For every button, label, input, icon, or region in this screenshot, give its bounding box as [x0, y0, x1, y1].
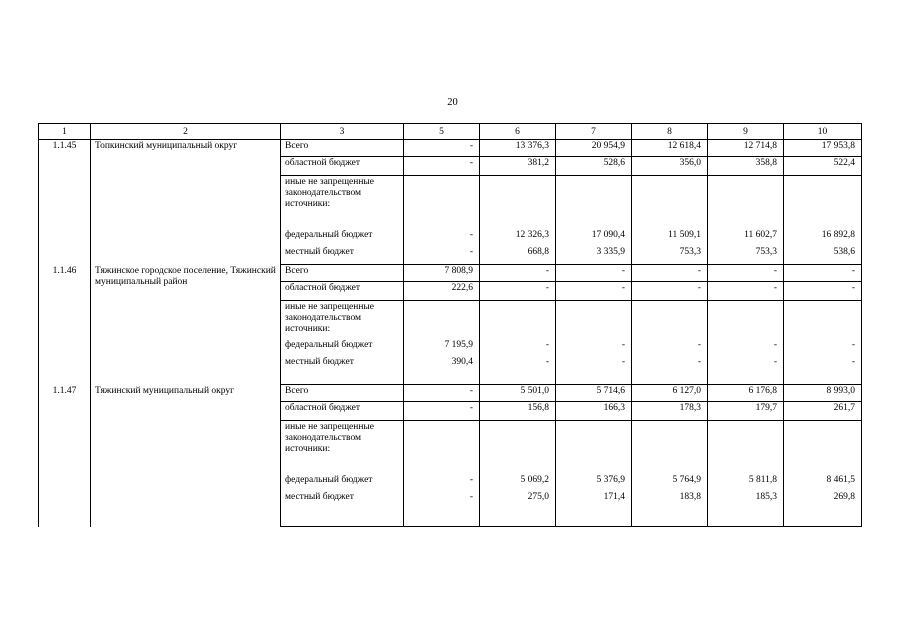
value-cell: 6 127,0 [632, 385, 708, 402]
value-cell: 358,8 [708, 157, 784, 176]
funding-source: Всего [281, 140, 404, 157]
value-cell: 11 509,1 [632, 229, 708, 246]
value-cell: 16 892,8 [784, 229, 862, 246]
value-cell: 3 335,9 [556, 246, 632, 265]
funding-source: местный бюджет [281, 491, 404, 527]
value-cell: 5 376,9 [556, 474, 632, 491]
value-cell: - [404, 474, 480, 491]
value-cell: 381,2 [480, 157, 556, 176]
value-cell: - [404, 229, 480, 246]
column-header: 6 [480, 124, 556, 140]
value-cell: 753,3 [632, 246, 708, 265]
budget-table [38, 123, 862, 527]
column-header: 1 [39, 124, 91, 140]
funding-source: иные не запрещенные законодательством источники: [281, 176, 404, 229]
column-header: 7 [556, 124, 632, 140]
value-cell: 20 954,9 [556, 140, 632, 157]
value-cell [556, 421, 632, 474]
municipality-name: Тяжинское городское поселение, Тяжинский муниципальный район [91, 265, 281, 385]
value-cell: - [632, 282, 708, 301]
value-cell [404, 176, 480, 229]
value-cell: - [480, 356, 556, 385]
value-cell [480, 421, 556, 474]
value-cell [404, 421, 480, 474]
municipality-name: Топкинский муниципальный округ [91, 140, 281, 265]
group-1-1-45 [39, 140, 862, 265]
value-cell: 390,4 [404, 356, 480, 385]
value-cell: 156,8 [480, 402, 556, 421]
value-cell: 178,3 [632, 402, 708, 421]
value-cell: - [404, 491, 480, 527]
column-header: 5 [404, 124, 480, 140]
value-cell: 522,4 [784, 157, 862, 176]
row-code: 1.1.45 [39, 140, 91, 265]
value-cell [632, 301, 708, 339]
column-header: 8 [632, 124, 708, 140]
funding-source: областной бюджет [281, 402, 404, 421]
value-cell [784, 421, 862, 474]
value-cell: 753,3 [708, 246, 784, 265]
value-cell: 275,0 [480, 491, 556, 527]
value-cell: - [784, 282, 862, 301]
value-cell: - [556, 282, 632, 301]
value-cell: - [708, 265, 784, 282]
value-cell: 183,8 [632, 491, 708, 527]
funding-source: Всего [281, 265, 404, 282]
row-code: 1.1.46 [39, 265, 91, 385]
value-cell: 5 501,0 [480, 385, 556, 402]
value-cell: - [404, 385, 480, 402]
column-header: 9 [708, 124, 784, 140]
value-cell: - [480, 282, 556, 301]
value-cell: 12 714,8 [708, 140, 784, 157]
value-cell: 171,4 [556, 491, 632, 527]
value-cell: - [708, 339, 784, 356]
page-number: 20 [447, 97, 458, 108]
value-cell: - [404, 402, 480, 421]
value-cell: 13 376,3 [480, 140, 556, 157]
value-cell: 7 195,9 [404, 339, 480, 356]
value-cell: 6 176,8 [708, 385, 784, 402]
municipality-name: Тяжинский муниципальный округ [91, 385, 281, 527]
value-cell: 261,7 [784, 402, 862, 421]
value-cell: - [708, 282, 784, 301]
value-cell [556, 176, 632, 229]
funding-source: федеральный бюджет [281, 339, 404, 356]
value-cell: 8 993,0 [784, 385, 862, 402]
value-cell: 5 714,6 [556, 385, 632, 402]
value-cell: - [632, 356, 708, 385]
funding-source: местный бюджет [281, 246, 404, 265]
value-cell: 185,3 [708, 491, 784, 527]
column-header: 10 [784, 124, 862, 140]
value-cell: 179,7 [708, 402, 784, 421]
value-cell: 668,8 [480, 246, 556, 265]
value-cell [784, 176, 862, 229]
funding-source: федеральный бюджет [281, 229, 404, 246]
group-1-1-47 [39, 385, 862, 527]
value-cell: 356,0 [632, 157, 708, 176]
column-header: 3 [281, 124, 404, 140]
column-header: 2 [91, 124, 281, 140]
value-cell: 222,6 [404, 282, 480, 301]
table-row [39, 265, 862, 282]
value-cell: - [784, 339, 862, 356]
value-cell: - [404, 140, 480, 157]
group-1-1-46 [39, 265, 862, 385]
value-cell: - [556, 339, 632, 356]
value-cell: - [708, 356, 784, 385]
value-cell: 269,8 [784, 491, 862, 527]
value-cell [556, 301, 632, 339]
funding-source: областной бюджет [281, 282, 404, 301]
value-cell: 17 953,8 [784, 140, 862, 157]
value-cell: - [784, 356, 862, 385]
value-cell: 166,3 [556, 402, 632, 421]
value-cell: - [480, 339, 556, 356]
table-row [39, 140, 862, 157]
value-cell: - [404, 246, 480, 265]
value-cell [632, 176, 708, 229]
funding-source: иные не запрещенные законодательством источники: [281, 301, 404, 339]
value-cell [708, 301, 784, 339]
value-cell [404, 301, 480, 339]
value-cell: - [480, 265, 556, 282]
table-row [39, 385, 862, 402]
value-cell: - [556, 265, 632, 282]
row-code: 1.1.47 [39, 385, 91, 527]
value-cell [480, 176, 556, 229]
value-cell: 7 808,9 [404, 265, 480, 282]
value-cell [708, 421, 784, 474]
value-cell: 528,6 [556, 157, 632, 176]
value-cell: 17 090,4 [556, 229, 632, 246]
header-row [39, 124, 862, 140]
value-cell: - [632, 265, 708, 282]
value-cell [632, 421, 708, 474]
value-cell: 538,6 [784, 246, 862, 265]
value-cell: - [632, 339, 708, 356]
value-cell: - [404, 157, 480, 176]
funding-source: федеральный бюджет [281, 474, 404, 491]
value-cell: 11 602,7 [708, 229, 784, 246]
value-cell [708, 176, 784, 229]
value-cell: 8 461,5 [784, 474, 862, 491]
funding-source: местный бюджет [281, 356, 404, 385]
value-cell: - [556, 356, 632, 385]
funding-source: Всего [281, 385, 404, 402]
value-cell: 5 069,2 [480, 474, 556, 491]
value-cell: - [784, 265, 862, 282]
value-cell: 5 811,8 [708, 474, 784, 491]
value-cell: 12 618,4 [632, 140, 708, 157]
value-cell [480, 301, 556, 339]
funding-source: областной бюджет [281, 157, 404, 176]
value-cell [784, 301, 862, 339]
funding-source: иные не запрещенные законодательством источники: [281, 421, 404, 474]
value-cell: 5 764,9 [632, 474, 708, 491]
value-cell: 12 326,3 [480, 229, 556, 246]
